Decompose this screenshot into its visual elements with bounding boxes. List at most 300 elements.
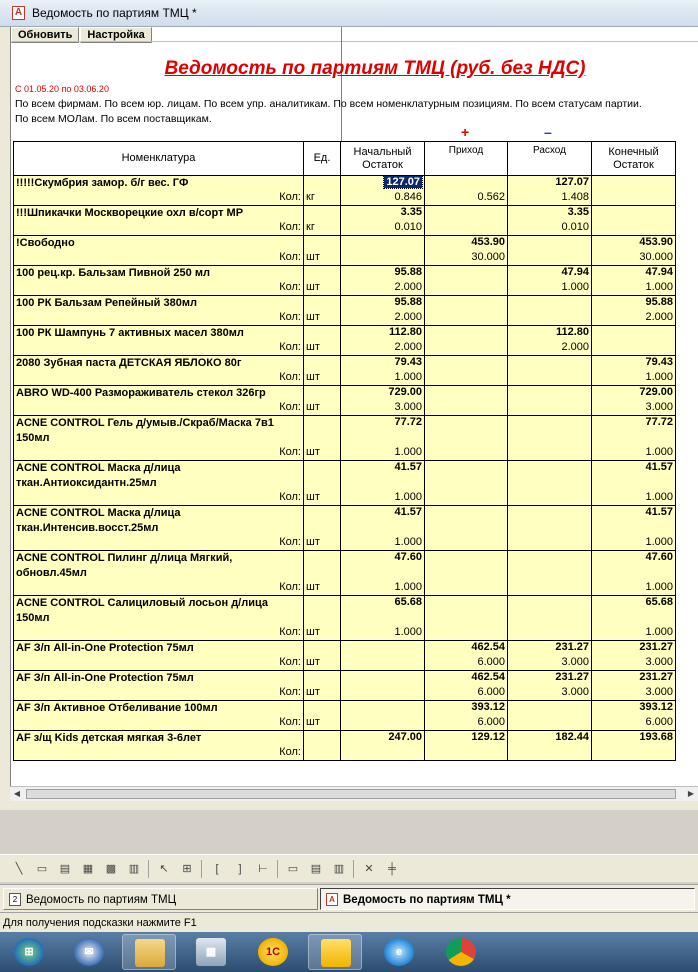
item-row[interactable] xyxy=(14,236,676,252)
item-unit-blank[interactable] xyxy=(304,296,341,312)
qty-label[interactable]: Кол: xyxy=(14,491,304,506)
qty-label[interactable]: Кол: xyxy=(14,281,304,296)
item-end-qty[interactable]: 30.000 xyxy=(592,251,676,266)
taskbar-1c[interactable] xyxy=(246,934,300,970)
item-end-qty[interactable] xyxy=(592,221,676,236)
item-qty-row[interactable] xyxy=(14,371,676,386)
item-end-sum[interactable]: 231.27 xyxy=(592,671,676,687)
item-unit[interactable]: шт xyxy=(304,371,341,386)
item-start-qty[interactable]: 1.000 xyxy=(341,491,425,506)
item-out-qty[interactable] xyxy=(508,311,592,326)
item-in-sum[interactable] xyxy=(425,326,508,342)
toolbar-separator xyxy=(201,860,202,878)
item-in-qty[interactable] xyxy=(425,371,508,386)
item-end-qty[interactable]: 2.000 xyxy=(592,311,676,326)
report-title: Ведомость по партиям ТМЦ (руб. без НДС) xyxy=(164,58,586,79)
item-name[interactable]: !!!Шпикачки Москворецкие охл в/сорт МР xyxy=(14,206,304,222)
item-unit[interactable]: шт xyxy=(304,251,341,266)
refresh-button[interactable]: Обновить xyxy=(11,27,79,43)
taskbar-chrome[interactable] xyxy=(434,934,488,970)
qty-label[interactable]: Кол: xyxy=(14,191,304,206)
bracket-right-icon[interactable]: ] xyxy=(238,862,242,875)
item-in-qty[interactable] xyxy=(425,311,508,326)
item-unit-blank[interactable] xyxy=(304,326,341,342)
item-row[interactable] xyxy=(14,461,676,492)
report-period: С 01.05.20 по 03.06.20 xyxy=(15,84,109,94)
item-unit-blank[interactable] xyxy=(304,236,341,252)
item-name[interactable]: AF З/п Активное Отбеливание 100мл xyxy=(14,701,304,717)
item-start-qty[interactable]: 1.000 xyxy=(341,626,425,641)
report-toolbar xyxy=(11,27,153,42)
item-end-qty[interactable] xyxy=(592,341,676,356)
item-end-qty[interactable]: 1.000 xyxy=(592,281,676,296)
document-icon: A xyxy=(12,6,25,20)
item-start-qty[interactable] xyxy=(341,656,425,671)
item-end-sum[interactable]: 77.72 xyxy=(592,416,676,447)
chart-tool-icon[interactable]: ▥ xyxy=(128,862,140,875)
item-in-sum[interactable] xyxy=(425,386,508,402)
item-unit-blank[interactable] xyxy=(304,386,341,402)
qty-label[interactable]: Кол: xyxy=(14,311,304,326)
table-tool-icon[interactable]: ▤ xyxy=(310,862,322,875)
item-unit-blank[interactable] xyxy=(304,506,341,537)
item-end-sum[interactable]: 729.00 xyxy=(592,386,676,402)
item-row[interactable] xyxy=(14,701,676,717)
item-out-qty[interactable]: 1.000 xyxy=(508,281,592,296)
item-start-qty[interactable]: 0.846 xyxy=(341,191,425,206)
drawing-toolbar xyxy=(0,854,698,882)
task-tab-inactive[interactable] xyxy=(3,888,318,910)
item-qty-row[interactable] xyxy=(14,491,676,506)
item-name[interactable]: ACNE CONTROL Пилинг д/лица Мягкий, обновл.45мл xyxy=(14,551,304,582)
item-in-qty[interactable]: 30.000 xyxy=(425,251,508,266)
item-in-sum[interactable] xyxy=(425,266,508,282)
item-in-qty[interactable] xyxy=(425,281,508,296)
qty-label[interactable]: Кол: xyxy=(14,251,304,266)
qty-label[interactable]: Кол: xyxy=(14,581,304,596)
item-unit-blank[interactable] xyxy=(304,671,341,687)
qty-label[interactable]: Кол: xyxy=(14,536,304,551)
item-start-sum[interactable]: 95.88 xyxy=(341,266,425,282)
minus-icon: – xyxy=(544,124,552,140)
item-unit-blank[interactable] xyxy=(304,596,341,627)
settings-button[interactable]: Настройка xyxy=(80,27,151,43)
item-qty-row[interactable] xyxy=(14,311,676,326)
qty-label[interactable]: Кол: xyxy=(14,626,304,641)
item-out-sum[interactable]: 3.35 xyxy=(508,206,592,222)
item-in-sum[interactable] xyxy=(425,461,508,492)
qty-label[interactable]: Кол: xyxy=(14,656,304,671)
item-out-qty[interactable]: 3.000 xyxy=(508,656,592,671)
item-qty-row[interactable] xyxy=(14,341,676,356)
item-start-sum[interactable] xyxy=(341,701,425,717)
edit-off-icon[interactable]: ✕ xyxy=(364,862,374,875)
item-start-sum[interactable]: 95.88 xyxy=(341,296,425,312)
item-unit[interactable]: шт xyxy=(304,656,341,671)
calculator-icon: ▦ xyxy=(196,938,226,966)
item-name[interactable]: !!!!!Скумбрия замор. б/г вес. ГФ xyxy=(14,176,304,192)
item-qty-row[interactable] xyxy=(14,716,676,731)
item-qty-row[interactable] xyxy=(14,746,676,761)
item-in-sum[interactable] xyxy=(425,596,508,627)
item-end-sum[interactable]: 393.12 xyxy=(592,701,676,717)
item-end-sum[interactable] xyxy=(592,326,676,342)
item-in-sum[interactable]: 462.54 xyxy=(425,641,508,657)
qty-label[interactable]: Кол: xyxy=(14,716,304,731)
item-in-qty[interactable]: 0.562 xyxy=(425,191,508,206)
col-start-header: Начальный Остаток xyxy=(341,142,425,176)
item-unit[interactable]: шт xyxy=(304,401,341,416)
item-out-qty[interactable] xyxy=(508,581,592,596)
item-qty-row[interactable] xyxy=(14,686,676,701)
item-out-sum[interactable] xyxy=(508,506,592,537)
item-out-sum[interactable]: 231.27 xyxy=(508,641,592,657)
header-row xyxy=(14,142,676,176)
item-start-sum[interactable]: 3.35 xyxy=(341,206,425,222)
item-in-qty[interactable] xyxy=(425,536,508,551)
scroll-left-icon[interactable]: ◀ xyxy=(13,789,21,798)
item-name[interactable]: ACNE CONTROL Гель д/умыв./Скраб/Маска 7в1 150мл xyxy=(14,416,304,447)
item-in-qty[interactable] xyxy=(425,581,508,596)
item-end-sum[interactable] xyxy=(592,176,676,192)
1c-trade-icon xyxy=(321,939,351,967)
item-out-qty[interactable] xyxy=(508,536,592,551)
item-out-qty[interactable]: 3.000 xyxy=(508,686,592,701)
item-row[interactable] xyxy=(14,596,676,627)
item-out-sum[interactable] xyxy=(508,596,592,627)
item-start-qty[interactable]: 0.010 xyxy=(341,221,425,236)
item-start-qty[interactable]: 2.000 xyxy=(341,341,425,356)
item-unit[interactable]: шт xyxy=(304,716,341,731)
window-title: Ведомость по партиям ТМЦ * xyxy=(32,6,197,20)
item-out-qty[interactable] xyxy=(508,626,592,641)
qty-label[interactable]: Кол: xyxy=(14,401,304,416)
item-unit[interactable]: кг xyxy=(304,191,341,206)
item-end-sum[interactable]: 95.88 xyxy=(592,296,676,312)
item-in-sum[interactable] xyxy=(425,206,508,222)
qty-label[interactable]: Кол: xyxy=(14,371,304,386)
item-row[interactable] xyxy=(14,671,676,687)
item-out-sum[interactable]: 182.44 xyxy=(508,731,592,747)
item-unit-blank[interactable] xyxy=(304,266,341,282)
item-in-qty[interactable] xyxy=(425,491,508,506)
item-in-qty[interactable]: 6.000 xyxy=(425,686,508,701)
taskbar-1c-active[interactable] xyxy=(308,934,362,970)
report-table xyxy=(13,141,676,761)
item-end-sum[interactable] xyxy=(592,206,676,222)
qty-label[interactable]: Кол: xyxy=(14,746,304,761)
item-out-sum[interactable] xyxy=(508,386,592,402)
item-qty-row[interactable] xyxy=(14,626,676,641)
item-out-sum[interactable] xyxy=(508,296,592,312)
item-out-qty[interactable]: 1.408 xyxy=(508,191,592,206)
item-unit[interactable]: шт xyxy=(304,311,341,326)
picture-tool-icon[interactable]: ▦ xyxy=(82,862,94,875)
item-end-sum[interactable]: 79.43 xyxy=(592,356,676,372)
item-name[interactable]: 100 РК Шампунь 7 активных масел 380мл xyxy=(14,326,304,342)
rectangle-tool-icon[interactable]: ▭ xyxy=(36,862,48,875)
item-start-qty[interactable] xyxy=(341,746,425,761)
item-start-sum[interactable]: 729.00 xyxy=(341,386,425,402)
item-start-sum[interactable]: 47.60 xyxy=(341,551,425,582)
item-unit[interactable]: шт xyxy=(304,626,341,641)
status-bar: Для получения подсказки нажмите F1 xyxy=(0,912,698,932)
item-start-sum[interactable] xyxy=(341,671,425,687)
item-unit[interactable]: шт xyxy=(304,281,341,296)
qty-label[interactable]: Кол: xyxy=(14,446,304,461)
item-in-qty[interactable] xyxy=(425,446,508,461)
item-qty-row[interactable] xyxy=(14,191,676,206)
item-end-qty[interactable]: 3.000 xyxy=(592,686,676,701)
item-unit-blank[interactable] xyxy=(304,176,341,192)
item-row[interactable] xyxy=(14,731,676,747)
taskbar-thunderbird[interactable] xyxy=(62,934,116,970)
item-start-sum[interactable] xyxy=(341,236,425,252)
item-out-sum[interactable] xyxy=(508,356,592,372)
item-start-qty[interactable]: 1.000 xyxy=(341,581,425,596)
item-out-sum[interactable]: 47.94 xyxy=(508,266,592,282)
item-unit[interactable]: шт xyxy=(304,686,341,701)
item-out-qty[interactable] xyxy=(508,746,592,761)
item-start-sum[interactable]: 41.57 xyxy=(341,461,425,492)
col-out-header: Расход xyxy=(508,142,592,176)
item-out-sum[interactable]: 112.80 xyxy=(508,326,592,342)
item-row[interactable] xyxy=(14,416,676,447)
item-in-sum[interactable]: 453.90 xyxy=(425,236,508,252)
text-tool-icon[interactable]: ▤ xyxy=(59,862,71,875)
item-qty-row[interactable] xyxy=(14,281,676,296)
item-out-qty[interactable] xyxy=(508,251,592,266)
item-name[interactable]: AF З/п All-in-One Protection 75мл xyxy=(14,641,304,657)
item-end-qty[interactable] xyxy=(592,191,676,206)
taskbar-explorer[interactable] xyxy=(122,934,176,970)
item-name[interactable]: 100 рец.кр. Бальзам Пивной 250 мл xyxy=(14,266,304,282)
item-start-qty[interactable] xyxy=(341,716,425,731)
align-tool-icon[interactable]: ⊢ xyxy=(258,862,268,875)
item-in-qty[interactable] xyxy=(425,746,508,761)
item-start-qty[interactable] xyxy=(341,686,425,701)
title-bar xyxy=(0,0,698,27)
item-out-qty[interactable]: 0.010 xyxy=(508,221,592,236)
item-qty-row[interactable] xyxy=(14,251,676,266)
item-unit[interactable]: шт xyxy=(304,341,341,356)
item-start-qty[interactable]: 2.000 xyxy=(341,311,425,326)
item-out-qty[interactable] xyxy=(508,401,592,416)
item-name[interactable]: !Свободно xyxy=(14,236,304,252)
item-out-sum[interactable] xyxy=(508,461,592,492)
item-start-qty[interactable]: 1.000 xyxy=(341,446,425,461)
item-name[interactable]: AF з/щ Kids детская мягкая 3-6лет xyxy=(14,731,304,747)
item-unit[interactable]: шт xyxy=(304,581,341,596)
item-row[interactable] xyxy=(14,551,676,582)
item-qty-row[interactable] xyxy=(14,446,676,461)
item-unit-blank[interactable] xyxy=(304,461,341,492)
document-icon: 2 xyxy=(9,893,21,906)
plus-icon: + xyxy=(461,124,470,140)
item-row[interactable] xyxy=(14,356,676,372)
layout-tool-icon[interactable]: ╪ xyxy=(388,862,396,875)
bracket-left-icon[interactable]: [ xyxy=(215,862,219,875)
col-name-header: Номенклатура xyxy=(14,142,304,176)
item-name[interactable]: 2080 Зубная паста ДЕТСКАЯ ЯБЛОКО 80г xyxy=(14,356,304,372)
item-end-sum[interactable]: 41.57 xyxy=(592,506,676,537)
item-in-sum[interactable]: 129.12 xyxy=(425,731,508,747)
item-start-qty[interactable]: 1.000 xyxy=(341,536,425,551)
toolbar-separator xyxy=(277,860,278,878)
col-in-header: Приход xyxy=(425,142,508,176)
task-tab-active[interactable] xyxy=(320,888,695,910)
item-qty-row[interactable] xyxy=(14,656,676,671)
windows-start-icon: ⊞ xyxy=(14,938,44,966)
item-out-sum[interactable]: 127.07 xyxy=(508,176,592,192)
item-in-qty[interactable] xyxy=(425,341,508,356)
item-in-qty[interactable] xyxy=(425,401,508,416)
split-line xyxy=(341,27,342,147)
item-start-sum[interactable]: 112.80 xyxy=(341,326,425,342)
scroll-right-icon[interactable]: ▶ xyxy=(687,789,695,798)
item-start-sum[interactable]: 65.68 xyxy=(341,596,425,627)
item-unit-blank[interactable] xyxy=(304,701,341,717)
item-name[interactable]: 100 РК Бальзам Репейный 380мл xyxy=(14,296,304,312)
item-out-qty[interactable]: 2.000 xyxy=(508,341,592,356)
item-name[interactable]: ACNE CONTROL Маска д/лица ткан.Интенсив.восст.25мл xyxy=(14,506,304,537)
item-start-sum[interactable]: 79.43 xyxy=(341,356,425,372)
horizontal-scrollbar[interactable] xyxy=(10,786,698,801)
item-end-qty[interactable]: 1.000 xyxy=(592,536,676,551)
item-qty-row[interactable] xyxy=(14,221,676,236)
col-unit-header: Ед. xyxy=(304,142,341,176)
item-out-qty[interactable] xyxy=(508,491,592,506)
item-name[interactable]: AF З/п All-in-One Protection 75мл xyxy=(14,671,304,687)
item-end-sum[interactable]: 65.68 xyxy=(592,596,676,627)
item-end-sum[interactable]: 47.60 xyxy=(592,551,676,582)
item-unit-blank[interactable] xyxy=(304,731,341,747)
item-name[interactable]: ABRO WD-400 Размораживатель стекол 326гр xyxy=(14,386,304,402)
item-start-sum[interactable]: 41.57 xyxy=(341,506,425,537)
ruler-tool-icon[interactable]: ▥ xyxy=(333,862,345,875)
report-sheet[interactable] xyxy=(10,27,698,800)
item-end-qty[interactable]: 3.000 xyxy=(592,401,676,416)
item-out-sum[interactable] xyxy=(508,236,592,252)
item-in-sum[interactable]: 393.12 xyxy=(425,701,508,717)
windows-taskbar xyxy=(0,932,698,972)
item-out-qty[interactable] xyxy=(508,716,592,731)
item-unit[interactable] xyxy=(304,746,341,761)
item-start-sum[interactable]: 247.00 xyxy=(341,731,425,747)
item-start-qty[interactable]: 2.000 xyxy=(341,281,425,296)
start-button[interactable] xyxy=(2,934,56,970)
item-start-qty[interactable] xyxy=(341,251,425,266)
item-in-qty[interactable] xyxy=(425,221,508,236)
item-unit-blank[interactable] xyxy=(304,641,341,657)
grid-tool-icon[interactable]: ▭ xyxy=(287,862,299,875)
item-start-qty[interactable]: 3.000 xyxy=(341,401,425,416)
item-unit[interactable]: кг xyxy=(304,221,341,236)
item-out-sum[interactable]: 231.27 xyxy=(508,671,592,687)
taskbar-ie[interactable] xyxy=(372,934,426,970)
item-in-qty[interactable]: 6.000 xyxy=(425,656,508,671)
item-row[interactable] xyxy=(14,296,676,312)
item-row[interactable] xyxy=(14,266,676,282)
item-in-sum[interactable] xyxy=(425,176,508,192)
item-unit-blank[interactable] xyxy=(304,416,341,447)
item-unit-blank[interactable] xyxy=(304,206,341,222)
item-row[interactable] xyxy=(14,326,676,342)
scroll-thumb[interactable] xyxy=(26,789,676,799)
toolbar-divider xyxy=(11,41,698,42)
line-tool-icon[interactable]: ╲ xyxy=(15,862,23,875)
item-unit-blank[interactable] xyxy=(304,551,341,582)
item-end-qty[interactable]: 1.000 xyxy=(592,491,676,506)
item-name[interactable]: ACNE CONTROL Маска д/лица ткан.Антиоксидантн.25мл xyxy=(14,461,304,492)
item-end-qty[interactable]: 1.000 xyxy=(592,626,676,641)
pointer-tool-icon[interactable]: ↖ xyxy=(159,862,169,875)
qty-label[interactable]: Кол: xyxy=(14,341,304,356)
item-qty-row[interactable] xyxy=(14,536,676,551)
item-out-sum[interactable] xyxy=(508,416,592,447)
group-tool-icon[interactable]: ⊞ xyxy=(182,862,192,875)
selected-cell[interactable]: 127.07 xyxy=(386,176,420,188)
item-end-qty[interactable]: 1.000 xyxy=(592,371,676,386)
mdi-task-strip xyxy=(0,884,698,913)
item-end-qty[interactable]: 1.000 xyxy=(592,581,676,596)
item-in-qty[interactable]: 6.000 xyxy=(425,716,508,731)
item-end-qty[interactable] xyxy=(592,746,676,761)
item-in-sum[interactable] xyxy=(425,551,508,582)
item-row[interactable] xyxy=(14,506,676,537)
item-row[interactable] xyxy=(14,176,676,192)
item-name[interactable]: ACNE CONTROL Салициловый лосьон д/лица 150мл xyxy=(14,596,304,627)
item-end-sum[interactable]: 193.68 xyxy=(592,731,676,747)
item-qty-row[interactable] xyxy=(14,401,676,416)
item-unit[interactable]: шт xyxy=(304,491,341,506)
task-tab-label: Ведомость по партиям ТМЦ * xyxy=(343,894,511,906)
item-out-sum[interactable] xyxy=(508,701,592,717)
item-end-sum[interactable]: 453.90 xyxy=(592,236,676,252)
item-end-qty[interactable]: 6.000 xyxy=(592,716,676,731)
item-in-sum[interactable] xyxy=(425,506,508,537)
item-in-sum[interactable] xyxy=(425,416,508,447)
qty-label[interactable]: Кол: xyxy=(14,221,304,236)
item-end-sum[interactable]: 231.27 xyxy=(592,641,676,657)
ole-tool-icon[interactable]: ▩ xyxy=(105,862,117,875)
item-in-sum[interactable]: 462.54 xyxy=(425,671,508,687)
item-unit[interactable]: шт xyxy=(304,446,341,461)
item-unit-blank[interactable] xyxy=(304,356,341,372)
item-row[interactable] xyxy=(14,386,676,402)
item-in-sum[interactable] xyxy=(425,296,508,312)
item-start-sum[interactable] xyxy=(341,176,425,192)
item-start-sum[interactable]: 77.72 xyxy=(341,416,425,447)
item-end-sum[interactable]: 47.94 xyxy=(592,266,676,282)
item-end-qty[interactable]: 1.000 xyxy=(592,446,676,461)
item-in-sum[interactable] xyxy=(425,356,508,372)
item-end-qty[interactable]: 3.000 xyxy=(592,656,676,671)
item-out-sum[interactable] xyxy=(508,551,592,582)
item-in-qty[interactable] xyxy=(425,626,508,641)
item-start-sum[interactable] xyxy=(341,641,425,657)
item-end-sum[interactable]: 41.57 xyxy=(592,461,676,492)
item-start-qty[interactable]: 1.000 xyxy=(341,371,425,386)
item-out-qty[interactable] xyxy=(508,446,592,461)
item-qty-row[interactable] xyxy=(14,581,676,596)
item-row[interactable] xyxy=(14,641,676,657)
item-unit[interactable]: шт xyxy=(304,536,341,551)
taskbar-calculator[interactable] xyxy=(184,934,238,970)
item-out-qty[interactable] xyxy=(508,371,592,386)
qty-label[interactable]: Кол: xyxy=(14,686,304,701)
item-row[interactable] xyxy=(14,206,676,222)
